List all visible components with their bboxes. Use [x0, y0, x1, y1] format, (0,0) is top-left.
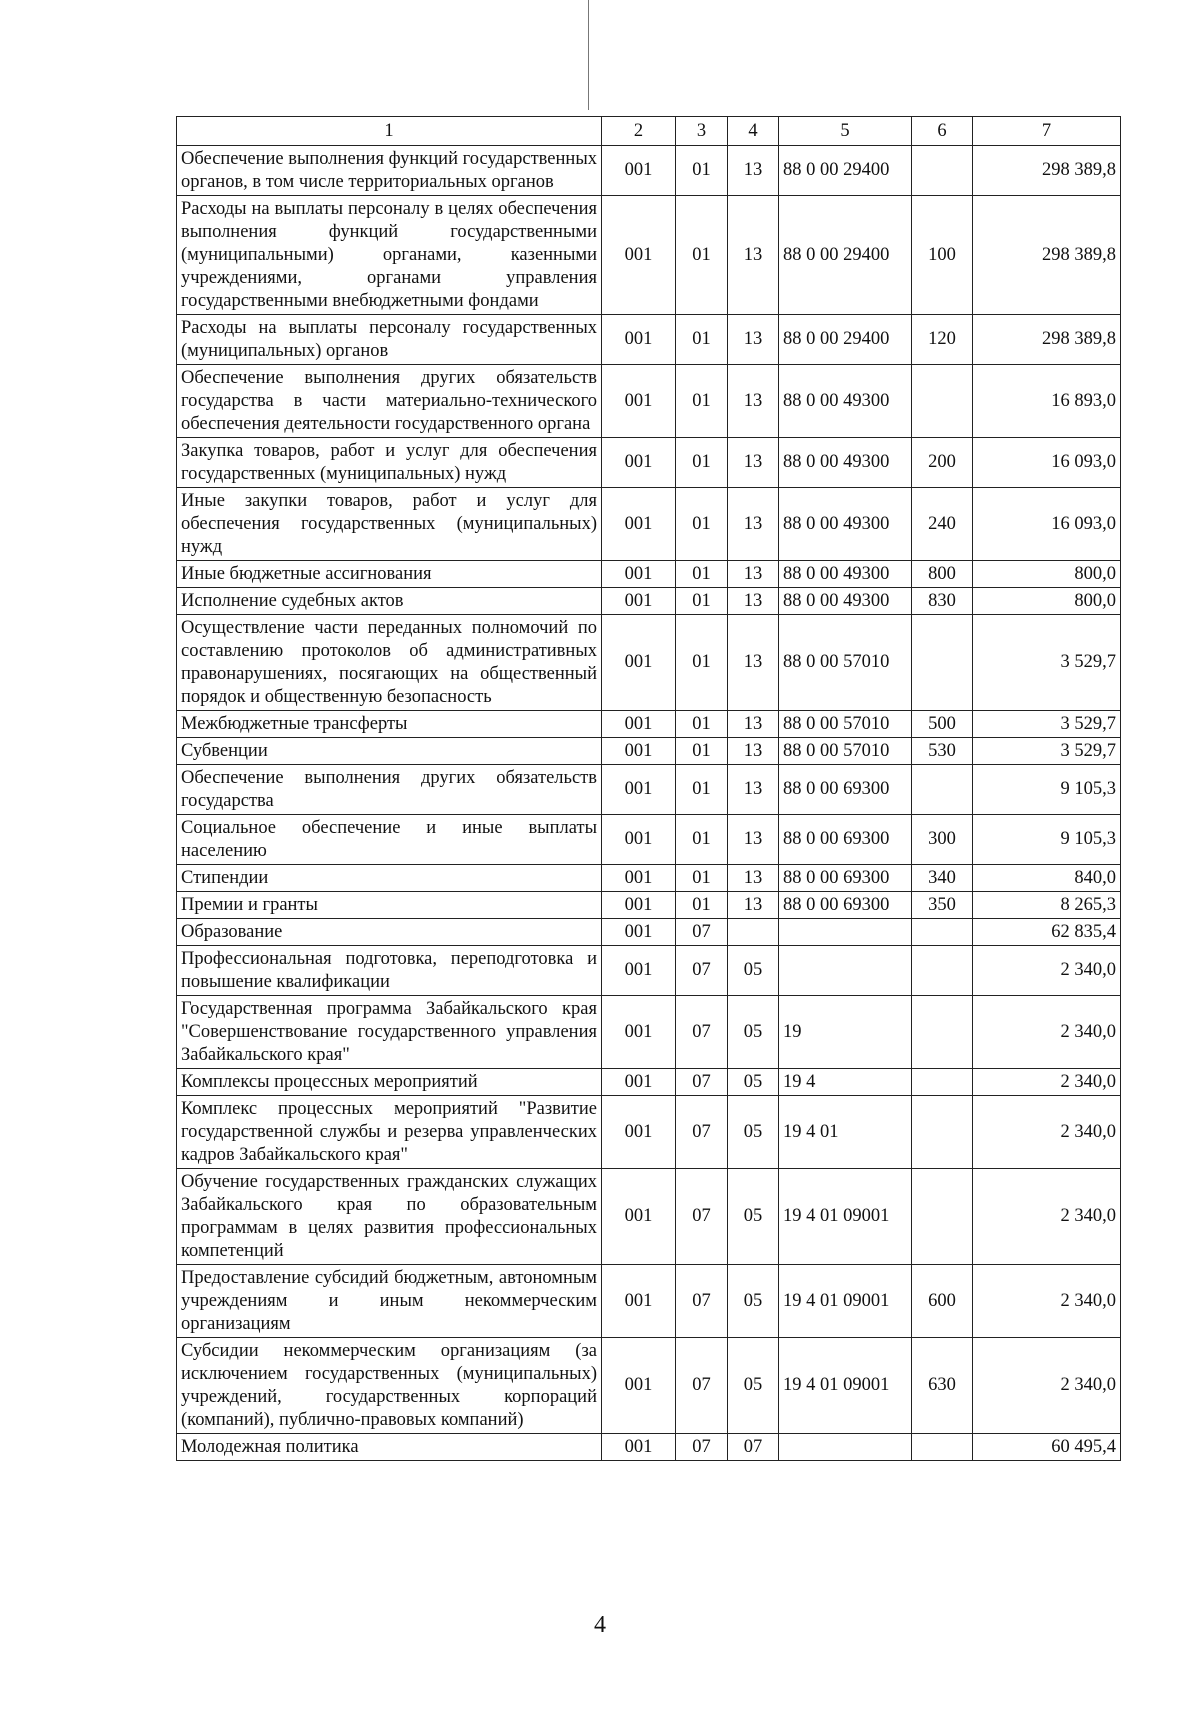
amount-cell: 800,0	[973, 588, 1121, 615]
table-row	[177, 1096, 1121, 1169]
target-item-code-cell: 88 0 00 69300	[779, 892, 912, 919]
header-cell: 1	[177, 117, 602, 146]
expense-type-code-cell	[912, 996, 973, 1069]
ministry-code-cell: 001	[602, 919, 676, 946]
ministry-code-cell: 001	[602, 315, 676, 365]
section-code-cell: 01	[676, 315, 728, 365]
expense-type-code-cell: 500	[912, 711, 973, 738]
item-name-cell: Межбюджетные трансферты	[177, 711, 602, 738]
amount-cell: 3 529,7	[973, 711, 1121, 738]
subsection-code-cell: 05	[728, 1338, 779, 1434]
table-row	[177, 438, 1121, 488]
item-name-cell: Премии и гранты	[177, 892, 602, 919]
item-name-cell: Иные бюджетные ассигнования	[177, 561, 602, 588]
item-name-cell: Расходы на выплаты персоналу в целях обеспечения выполнения функций государственными (муниципальными) органами, казенными учреждениями, органами управления государственными внебюджетными фондами	[177, 196, 602, 315]
subsection-code-cell	[728, 919, 779, 946]
subsection-code-cell: 13	[728, 196, 779, 315]
item-name-cell: Исполнение судебных актов	[177, 588, 602, 615]
subsection-code-cell: 13	[728, 315, 779, 365]
ministry-code-cell: 001	[602, 1169, 676, 1265]
table-row	[177, 488, 1121, 561]
table-row	[177, 711, 1121, 738]
subsection-code-cell: 13	[728, 365, 779, 438]
subsection-code-cell: 13	[728, 815, 779, 865]
target-item-code-cell: 19 4	[779, 1069, 912, 1096]
amount-cell: 2 340,0	[973, 1265, 1121, 1338]
target-item-code-cell: 88 0 00 57010	[779, 738, 912, 765]
page-number: 4	[594, 1612, 606, 1638]
target-item-code-cell	[779, 946, 912, 996]
ministry-code-cell: 001	[602, 996, 676, 1069]
section-code-cell: 01	[676, 561, 728, 588]
subsection-code-cell: 13	[728, 765, 779, 815]
ministry-code-cell: 001	[602, 865, 676, 892]
item-name-cell: Социальное обеспечение и иные выплаты населению	[177, 815, 602, 865]
target-item-code-cell: 88 0 00 69300	[779, 765, 912, 815]
table-row	[177, 1434, 1121, 1461]
amount-cell: 298 389,8	[973, 196, 1121, 315]
amount-cell: 2 340,0	[973, 1096, 1121, 1169]
ministry-code-cell: 001	[602, 765, 676, 815]
table-row	[177, 892, 1121, 919]
amount-cell: 2 340,0	[973, 1169, 1121, 1265]
expense-type-code-cell: 350	[912, 892, 973, 919]
header-cell: 5	[779, 117, 912, 146]
subsection-code-cell: 13	[728, 615, 779, 711]
item-name-cell: Закупка товаров, работ и услуг для обеспечения государственных (муниципальных) нужд	[177, 438, 602, 488]
table-row	[177, 561, 1121, 588]
section-code-cell: 07	[676, 1169, 728, 1265]
ministry-code-cell: 001	[602, 946, 676, 996]
item-name-cell: Предоставление субсидий бюджетным, автономным учреждениям и иным некоммерческим организациям	[177, 1265, 602, 1338]
expense-type-code-cell	[912, 765, 973, 815]
table-row	[177, 996, 1121, 1069]
subsection-code-cell: 13	[728, 738, 779, 765]
table-row	[177, 946, 1121, 996]
section-code-cell: 01	[676, 588, 728, 615]
expense-type-code-cell: 300	[912, 815, 973, 865]
amount-cell: 9 105,3	[973, 765, 1121, 815]
target-item-code-cell: 88 0 00 49300	[779, 561, 912, 588]
target-item-code-cell: 88 0 00 29400	[779, 146, 912, 196]
table-row	[177, 765, 1121, 815]
item-name-cell: Обеспечение выполнения других обязательств государства в части материально-технического обеспечения деятельности государственного органа	[177, 365, 602, 438]
item-name-cell: Осуществление части переданных полномочий по составлению протоколов об административных правонарушениях, посягающих на общественный порядок и общественную безопасность	[177, 615, 602, 711]
target-item-code-cell: 88 0 00 29400	[779, 196, 912, 315]
section-code-cell: 01	[676, 711, 728, 738]
section-code-cell: 01	[676, 892, 728, 919]
target-item-code-cell: 88 0 00 69300	[779, 865, 912, 892]
table-row	[177, 1169, 1121, 1265]
subsection-code-cell: 07	[728, 1434, 779, 1461]
amount-cell: 9 105,3	[973, 815, 1121, 865]
ministry-code-cell: 001	[602, 365, 676, 438]
table-row	[177, 815, 1121, 865]
table-row	[177, 919, 1121, 946]
subsection-code-cell: 13	[728, 711, 779, 738]
table-row	[177, 146, 1121, 196]
item-name-cell: Обучение государственных гражданских служащих Забайкальского края по образовательным программам в целях развития профессиональных компетенций	[177, 1169, 602, 1265]
ministry-code-cell: 001	[602, 1096, 676, 1169]
target-item-code-cell: 88 0 00 49300	[779, 488, 912, 561]
amount-cell: 2 340,0	[973, 1338, 1121, 1434]
item-name-cell: Стипендии	[177, 865, 602, 892]
target-item-code-cell	[779, 1434, 912, 1461]
subsection-code-cell: 13	[728, 892, 779, 919]
amount-cell: 62 835,4	[973, 919, 1121, 946]
expense-type-code-cell	[912, 946, 973, 996]
expense-type-code-cell: 100	[912, 196, 973, 315]
section-code-cell: 01	[676, 365, 728, 438]
ministry-code-cell: 001	[602, 815, 676, 865]
section-code-cell: 07	[676, 996, 728, 1069]
header-cell: 3	[676, 117, 728, 146]
table-row	[177, 365, 1121, 438]
ministry-code-cell: 001	[602, 196, 676, 315]
item-name-cell: Расходы на выплаты персоналу государственных (муниципальных) органов	[177, 315, 602, 365]
ministry-code-cell: 001	[602, 438, 676, 488]
item-name-cell: Образование	[177, 919, 602, 946]
section-code-cell: 07	[676, 946, 728, 996]
section-code-cell: 01	[676, 738, 728, 765]
target-item-code-cell: 19 4 01 09001	[779, 1338, 912, 1434]
expense-type-code-cell	[912, 1069, 973, 1096]
section-code-cell: 07	[676, 1096, 728, 1169]
amount-cell: 60 495,4	[973, 1434, 1121, 1461]
section-code-cell: 07	[676, 1265, 728, 1338]
amount-cell: 16 093,0	[973, 488, 1121, 561]
ministry-code-cell: 001	[602, 1265, 676, 1338]
expense-type-code-cell: 340	[912, 865, 973, 892]
target-item-code-cell: 19 4 01 09001	[779, 1169, 912, 1265]
section-code-cell: 01	[676, 615, 728, 711]
amount-cell: 800,0	[973, 561, 1121, 588]
subsection-code-cell: 13	[728, 865, 779, 892]
ministry-code-cell: 001	[602, 1338, 676, 1434]
amount-cell: 16 893,0	[973, 365, 1121, 438]
amount-cell: 3 529,7	[973, 615, 1121, 711]
subsection-code-cell: 05	[728, 1069, 779, 1096]
item-name-cell: Обеспечение выполнения функций государственных органов, в том числе территориальных органов	[177, 146, 602, 196]
item-name-cell: Профессиональная подготовка, переподготовка и повышение квалификации	[177, 946, 602, 996]
ministry-code-cell: 001	[602, 1069, 676, 1096]
ministry-code-cell: 001	[602, 738, 676, 765]
expense-type-code-cell: 630	[912, 1338, 973, 1434]
ministry-code-cell: 001	[602, 488, 676, 561]
ministry-code-cell: 001	[602, 146, 676, 196]
header-cell: 7	[973, 117, 1121, 146]
table-row	[177, 588, 1121, 615]
section-code-cell: 01	[676, 765, 728, 815]
header-cell: 2	[602, 117, 676, 146]
section-code-cell: 01	[676, 488, 728, 561]
table-row	[177, 1265, 1121, 1338]
item-name-cell: Субвенции	[177, 738, 602, 765]
item-name-cell: Государственная программа Забайкальского края "Совершенствование государственного управления Забайкальского края"	[177, 996, 602, 1069]
target-item-code-cell: 88 0 00 29400	[779, 315, 912, 365]
expense-type-code-cell: 120	[912, 315, 973, 365]
section-code-cell: 01	[676, 146, 728, 196]
amount-cell: 2 340,0	[973, 1069, 1121, 1096]
amount-cell: 16 093,0	[973, 438, 1121, 488]
ministry-code-cell: 001	[602, 892, 676, 919]
subsection-code-cell: 05	[728, 1096, 779, 1169]
subsection-code-cell: 13	[728, 146, 779, 196]
amount-cell: 8 265,3	[973, 892, 1121, 919]
section-code-cell: 07	[676, 1338, 728, 1434]
target-item-code-cell	[779, 919, 912, 946]
item-name-cell: Иные закупки товаров, работ и услуг для обеспечения государственных (муниципальных) нужд	[177, 488, 602, 561]
expense-type-code-cell	[912, 1096, 973, 1169]
header-cell: 6	[912, 117, 973, 146]
target-item-code-cell: 88 0 00 57010	[779, 711, 912, 738]
target-item-code-cell: 19 4 01 09001	[779, 1265, 912, 1338]
subsection-code-cell: 05	[728, 946, 779, 996]
ministry-code-cell: 001	[602, 588, 676, 615]
amount-cell: 840,0	[973, 865, 1121, 892]
subsection-code-cell: 13	[728, 588, 779, 615]
amount-cell: 298 389,8	[973, 146, 1121, 196]
subsection-code-cell: 05	[728, 1265, 779, 1338]
item-name-cell: Молодежная политика	[177, 1434, 602, 1461]
table-row	[177, 1338, 1121, 1434]
section-code-cell: 07	[676, 1069, 728, 1096]
section-code-cell: 07	[676, 1434, 728, 1461]
target-item-code-cell: 88 0 00 49300	[779, 438, 912, 488]
target-item-code-cell: 88 0 00 49300	[779, 365, 912, 438]
amount-cell: 298 389,8	[973, 315, 1121, 365]
item-name-cell: Комплексы процессных мероприятий	[177, 1069, 602, 1096]
expense-type-code-cell: 800	[912, 561, 973, 588]
section-code-cell: 01	[676, 865, 728, 892]
table-row	[177, 1069, 1121, 1096]
expense-type-code-cell: 200	[912, 438, 973, 488]
table-row	[177, 196, 1121, 315]
section-code-cell: 01	[676, 438, 728, 488]
expense-type-code-cell	[912, 615, 973, 711]
expense-type-code-cell	[912, 1169, 973, 1265]
section-code-cell: 01	[676, 196, 728, 315]
expense-type-code-cell: 830	[912, 588, 973, 615]
subsection-code-cell: 13	[728, 438, 779, 488]
amount-cell: 2 340,0	[973, 946, 1121, 996]
expense-type-code-cell	[912, 1434, 973, 1461]
subsection-code-cell: 13	[728, 561, 779, 588]
expense-type-code-cell: 600	[912, 1265, 973, 1338]
expense-type-code-cell: 530	[912, 738, 973, 765]
target-item-code-cell: 88 0 00 57010	[779, 615, 912, 711]
expense-type-code-cell	[912, 365, 973, 438]
table-row	[177, 738, 1121, 765]
item-name-cell: Комплекс процессных мероприятий "Развитие государственной службы и резерва управленческих кадров Забайкальского края"	[177, 1096, 602, 1169]
ministry-code-cell: 001	[602, 711, 676, 738]
target-item-code-cell: 88 0 00 49300	[779, 588, 912, 615]
table-row	[177, 615, 1121, 711]
subsection-code-cell: 05	[728, 1169, 779, 1265]
section-code-cell: 07	[676, 919, 728, 946]
table-row	[177, 865, 1121, 892]
expense-type-code-cell	[912, 146, 973, 196]
amount-cell: 3 529,7	[973, 738, 1121, 765]
budget-table	[176, 116, 1121, 1461]
header-cell: 4	[728, 117, 779, 146]
ministry-code-cell: 001	[602, 615, 676, 711]
ministry-code-cell: 001	[602, 561, 676, 588]
item-name-cell: Субсидии некоммерческим организациям (за исключением государственных (муниципальных) учреждений, государственных корпораций (компаний), публично-правовых компаний)	[177, 1338, 602, 1434]
binding-mark	[588, 0, 589, 110]
expense-type-code-cell: 240	[912, 488, 973, 561]
amount-cell: 2 340,0	[973, 996, 1121, 1069]
header-row	[177, 117, 1121, 146]
ministry-code-cell: 001	[602, 1434, 676, 1461]
target-item-code-cell: 19	[779, 996, 912, 1069]
target-item-code-cell: 19 4 01	[779, 1096, 912, 1169]
expense-type-code-cell	[912, 919, 973, 946]
item-name-cell: Обеспечение выполнения других обязательств государства	[177, 765, 602, 815]
subsection-code-cell: 13	[728, 488, 779, 561]
table-body	[177, 146, 1121, 1461]
subsection-code-cell: 05	[728, 996, 779, 1069]
target-item-code-cell: 88 0 00 69300	[779, 815, 912, 865]
table-row	[177, 315, 1121, 365]
section-code-cell: 01	[676, 815, 728, 865]
